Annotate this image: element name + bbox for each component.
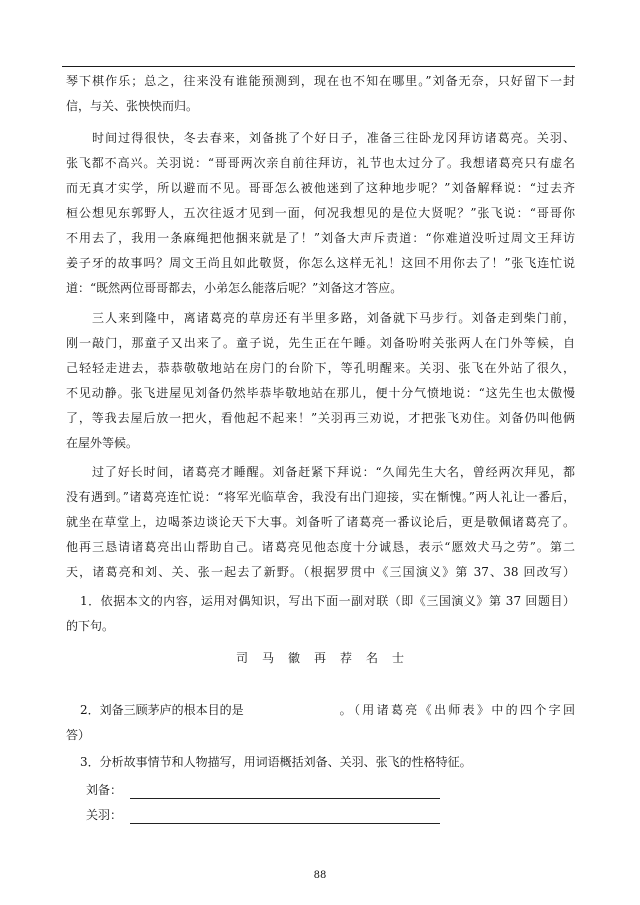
answer-row-liubei — [86, 781, 440, 799]
question-2-prompt-continuation: 答） — [66, 728, 91, 742]
answer-label: 关羽： — [86, 808, 123, 822]
question-1-prompt: 1．依据本文的内容，运用对偶知识，写出下面一副对联（即《三国演义》第 37 回题目） — [80, 594, 575, 608]
question-2-text-before: 2．刘备三顾茅庐的根本目的是 — [80, 703, 244, 717]
story-line: 天，诸葛亮和刘、关、张一起去了新野。（根据罗贯中《三国演义》第 37、38 回改写） — [66, 565, 575, 579]
story-line: 时间过得很快，冬去春来，刘备挑了个好日子，准备三往卧龙冈拜访诸葛亮。关羽、 — [92, 131, 575, 145]
story-line: 信，与关、张怏怏而归。 — [66, 99, 199, 113]
story-line: 不用去了，我用一条麻绳把他捆来就是了！”刘备大声斥责道：“你难道没听过周文王拜访 — [66, 231, 575, 245]
story-line: 道：“既然两位哥哥都去，小弟怎么能落后呢？”刘备这才答应。 — [66, 281, 403, 295]
answer-underline — [130, 809, 440, 824]
story-line: 己轻轻走进去，恭恭敬敬地站在房门的台阶下，等孔明醒来。关羽、张飞在外站了很久， — [66, 361, 575, 375]
story-line: 在屋外等候。 — [66, 436, 139, 450]
story-line: 不见动静。张飞进屋见刘备仍然毕恭毕敬地站在那儿，便十分气愤地说：“这先生也太傲慢 — [66, 386, 575, 400]
story-line: 桓公想见东郭野人，五次往返才见到一面，何况我想见的是位大贤呢？”张飞说：“哥哥你 — [66, 206, 575, 220]
story-line: 了，等我去屋后放一把火，看他起不起来！”关羽再三劝说，才把张飞劝住。刘备仍叫他俩 — [66, 411, 575, 425]
question-2-text-after: 。（用诸葛亮《出师表》中的四个字回 — [339, 703, 575, 717]
answer-row-guanyu — [86, 806, 440, 824]
story-line: 张飞都不高兴。关羽说：“哥哥两次亲自前往拜访，礼节也太过分了。我想诸葛亮只有虚名 — [66, 156, 575, 170]
story-line: 就坐在草堂上，边喝茶边谈论天下大事。刘备听了诸葛亮一番议论后，更是敬佩诸葛亮了。 — [66, 515, 575, 529]
story-line: 三人来到隆中，离诸葛亮的草房还有半里多路，刘备就下马步行。刘备走到柴门前， — [92, 311, 575, 325]
story-line: 姜子牙的故事吗？周文王尚且如此敬贤，你怎么这样无礼！这回不用你去了！”张飞连忙说 — [66, 256, 575, 270]
story-line: 过了好长时间，诸葛亮才睡醒。刘备赶紧下拜说：“久闻先生大名，曾经两次拜见，都 — [92, 465, 575, 479]
answer-underline — [130, 784, 440, 799]
story-line: 没有遇到。”诸葛亮连忙说：“将军光临草舍，我没有出门迎接，实在惭愧。”两人礼让一番后， — [66, 490, 575, 504]
question-2-prompt — [80, 701, 575, 719]
answer-label: 刘备： — [86, 783, 123, 797]
page-number: 88 — [313, 870, 327, 881]
question-1-prompt-continuation: 的下句。 — [66, 619, 115, 633]
couplet-upper-line: 司马徽再荐名士 — [235, 651, 418, 665]
story-line: 刚一敲门，那童子又出来了。童子说，先生正在午睡。刘备吩咐关张两人在门外等候，自 — [66, 336, 575, 350]
top-rule — [62, 66, 575, 67]
question-3-prompt: 3．分析故事情节和人物描写，用词语概括刘备、关羽、张飞的性格特征。 — [80, 755, 472, 769]
story-line: 他再三恳请诸葛亮出山帮助自己。诸葛亮见他态度十分诚恳，表示“愿效犬马之劳”。第二 — [66, 540, 575, 554]
answer-blank — [244, 701, 340, 719]
story-line: 而无真才实学，所以避而不见。哥哥怎么被他迷到了这种地步呢？”刘备解释说：“过去齐 — [66, 181, 575, 195]
story-line: 琴下棋作乐；总之，往来没有谁能预测到，现在也不知在哪里。”刘备无奈，只好留下一封 — [66, 74, 575, 88]
